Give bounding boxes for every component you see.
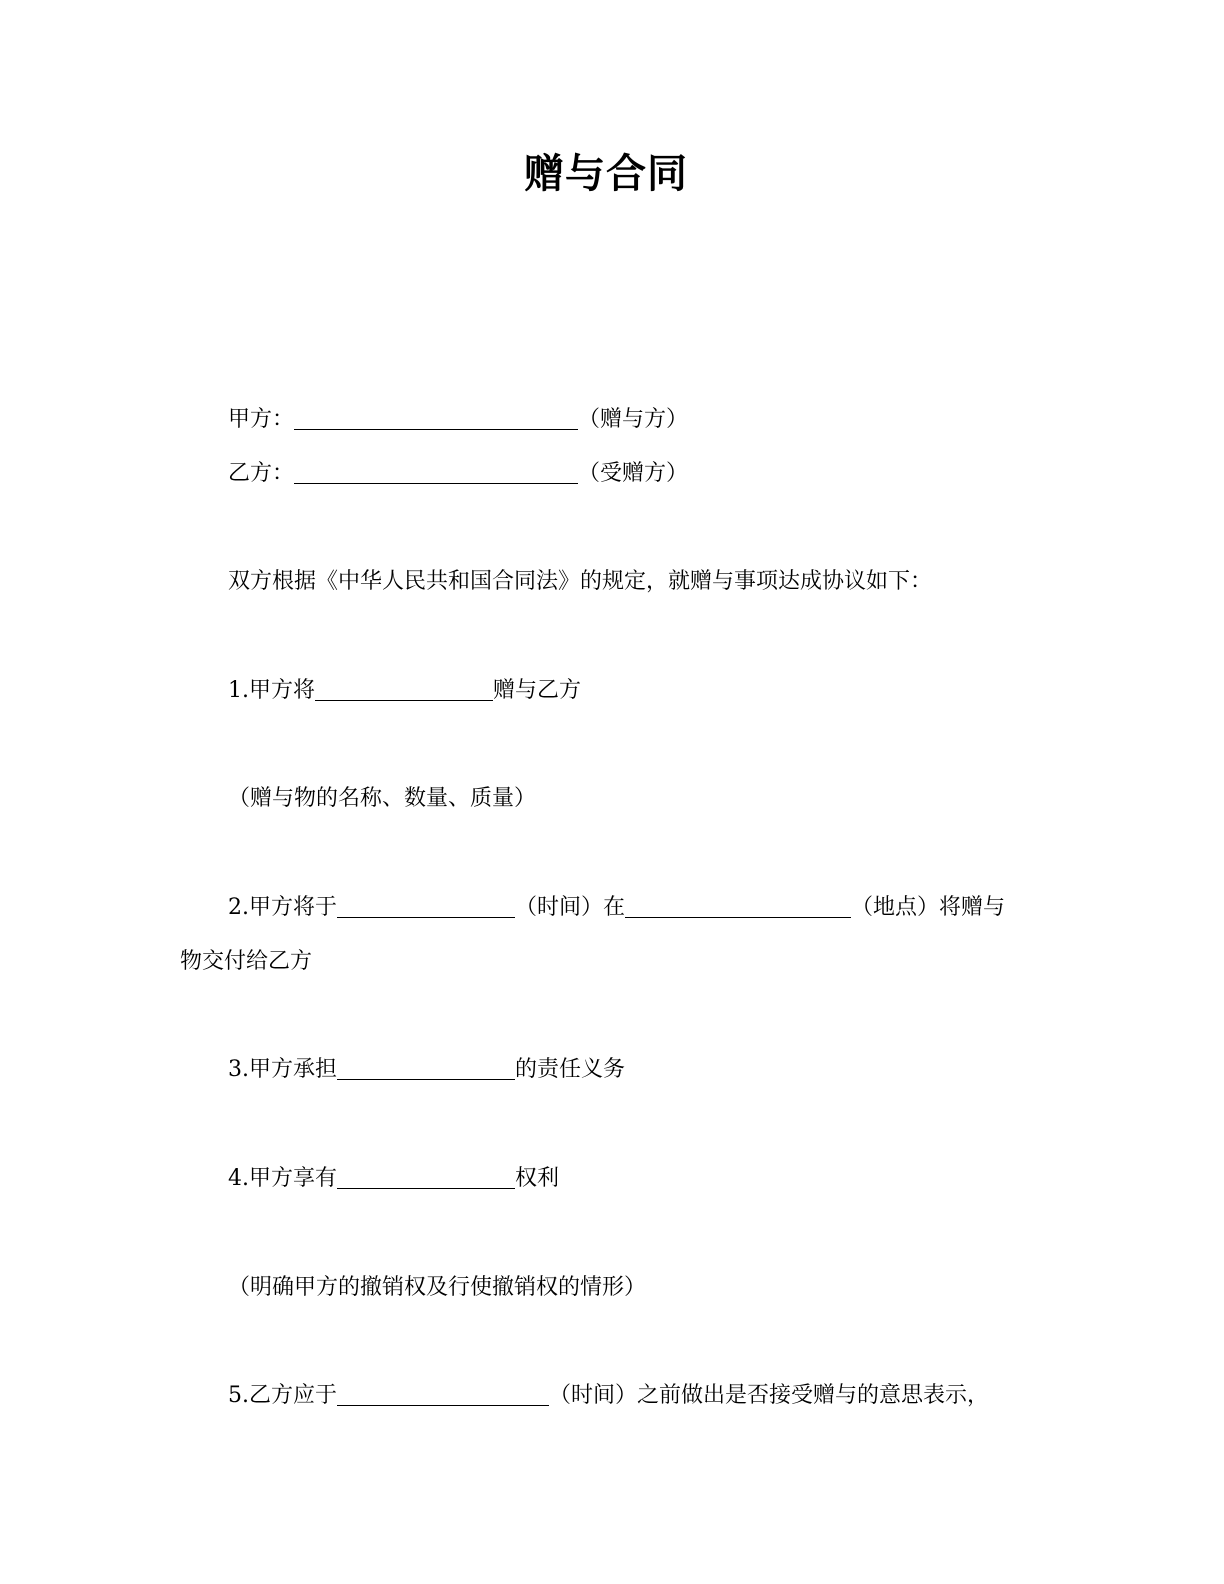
clause-3-prefix: 3.甲方承担 bbox=[228, 1057, 337, 1082]
party-b-line bbox=[228, 459, 688, 489]
clause-5-suffix: （时间）之前做出是否接受赠与的意思表示， bbox=[549, 1383, 990, 1408]
party-b-blank[interactable] bbox=[294, 461, 578, 484]
preamble: 双方根据《中华人民共和国合同法》的规定，就赠与事项达成协议如下： bbox=[228, 569, 933, 594]
party-a-blank[interactable] bbox=[294, 407, 578, 430]
clause-2-time-blank[interactable] bbox=[337, 895, 515, 918]
clause-4-blank[interactable] bbox=[337, 1166, 515, 1189]
clause-5 bbox=[228, 1381, 989, 1411]
clause-2 bbox=[228, 893, 1005, 923]
clause-2-continuation: 物交付给乙方 bbox=[180, 949, 313, 974]
clause-1-note: （赠与物的名称、数量、质量） bbox=[228, 786, 537, 811]
clause-1-suffix: 赠与乙方 bbox=[493, 678, 582, 703]
party-b-role: （受赠方） bbox=[578, 461, 689, 486]
party-a-line bbox=[228, 405, 688, 435]
clause-5-blank[interactable] bbox=[337, 1383, 549, 1406]
clause-4-prefix: 4.甲方享有 bbox=[228, 1166, 337, 1191]
clause-4-suffix: 权利 bbox=[515, 1166, 560, 1191]
clause-4 bbox=[228, 1164, 559, 1194]
clause-1-blank[interactable] bbox=[315, 678, 493, 701]
clause-2-place-blank[interactable] bbox=[625, 895, 851, 918]
clause-1 bbox=[228, 676, 581, 706]
party-b-label: 乙方： bbox=[228, 461, 295, 486]
clause-2-prefix: 2.甲方将于 bbox=[228, 895, 337, 920]
clause-4-note: （明确甲方的撤销权及行使撤销权的情形） bbox=[228, 1275, 647, 1300]
clause-3-suffix: 的责任义务 bbox=[515, 1057, 626, 1082]
clause-5-prefix: 5.乙方应于 bbox=[228, 1383, 337, 1408]
clause-3-blank[interactable] bbox=[337, 1057, 515, 1080]
party-a-role: （赠与方） bbox=[578, 407, 689, 432]
clause-2-mid2: （地点）将赠与 bbox=[851, 895, 1006, 920]
clause-1-prefix: 1.甲方将 bbox=[228, 678, 315, 703]
party-a-label: 甲方： bbox=[228, 407, 295, 432]
document-title: 赠与合同 bbox=[524, 151, 688, 197]
clause-3 bbox=[228, 1055, 625, 1085]
clause-2-mid1: （时间）在 bbox=[515, 895, 626, 920]
